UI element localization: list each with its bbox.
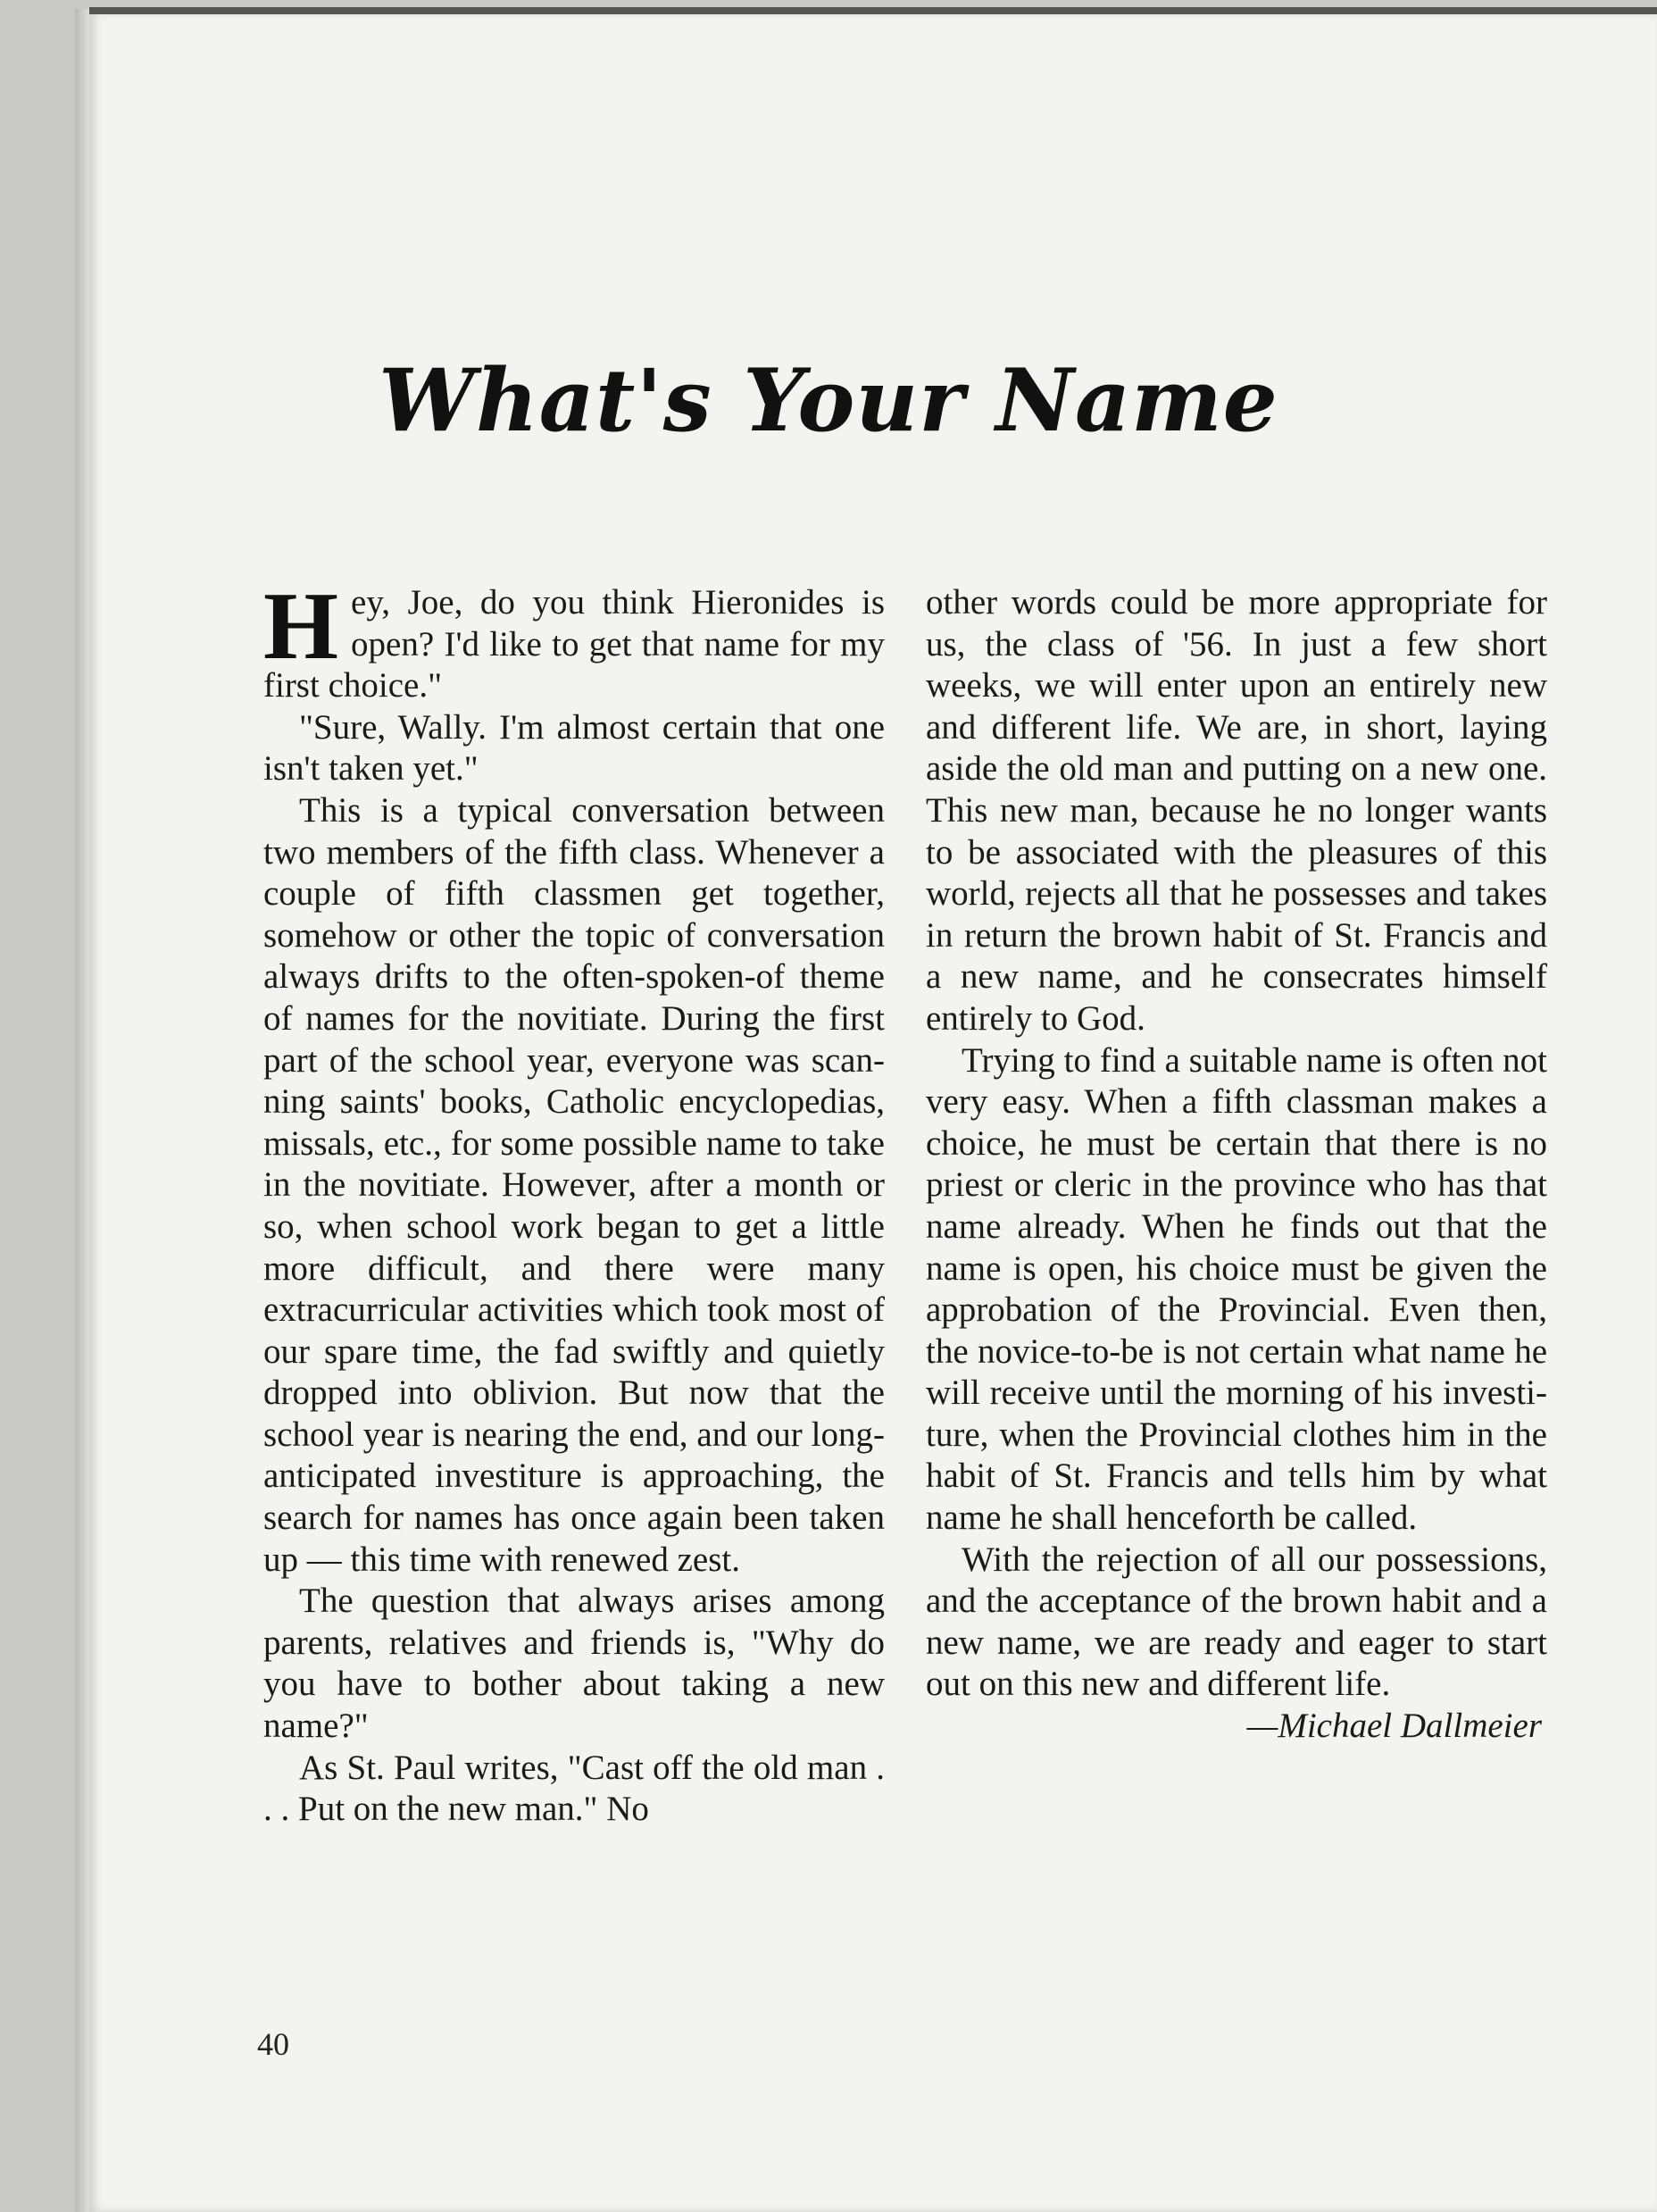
- paragraph-2: "Sure, Wally. I'm almost certain that one isn't taken yet.": [263, 707, 885, 789]
- page-number: 40: [257, 2026, 289, 2062]
- paragraph-4: The question that always arises among parents, relatives and friends is, "Why do you have to bother about taking a new name?": [263, 1582, 885, 1746]
- paragraph-7: With the rejection of all our possessions, and the acceptance of the brown habit and a new name, we are ready and eager to start out on this new and different life.: [926, 1540, 1547, 1704]
- paragraph-1-text: ey, Joe, do you think Hieronides is open? I'd like to get that name for my first choice.": [263, 583, 885, 705]
- paragraph-3: This is a typical conversation between two members of the fifth class. Whenever a couple of fifth classmen get together, somehow or other the topic of conversation always drifts to the often-spoken-of theme of names for the novitiate. During the first part of the school year, everyone was scanning saints' books, Catholic encyclopedias, missals, etc., for some possible name to take in the novitiate. However, after a month or so, when school work began to get a little more difficult, and there were many extracurricular activities which took most of our spare time, the fad swiftly and quietly dropped into oblivion. But now that the school year is nearing the end, and our long-anticipated investiture is approaching, the search for names has once again been taken up — this time with renewed zest.: [263, 790, 885, 1579]
- page-top-edge: [89, 7, 1657, 14]
- paragraph-5-continued: other words could be more appropriate for us, the class of '56. In just a few short weeks, we will enter upon an entirely new and different life. We are, in short, laying aside the old man and putting on a new one. This new man, because he no longer wants to be associated with the pleasures of this world, rejects all that he possesses and takes in return the brown habit of St. Francis and a new name, and he consecrates himself entirely to God.: [926, 583, 1547, 1038]
- paragraph-5: As St. Paul writes, "Cast off the old man . . . Put on the new man." No: [263, 1748, 885, 1829]
- left-column: [263, 573, 885, 1831]
- paragraph-1: [263, 573, 885, 707]
- right-column: [926, 582, 1547, 1748]
- paragraph-6: Trying to find a suitable name is often not very easy. When a fifth classman makes a choice, he must be certain that there is no priest or cleric in the province who has that name already. When he finds out that the name is open, his choice must be given the approbation of the Provincial. Even then, the novice-to-be is not certain what name he will receive until the morning of his investiture, when the Provincial clothes him in the habit of St. Francis and tells him by what name he shall henceforth be called.: [926, 1040, 1547, 1538]
- drop-cap: H: [263, 573, 339, 680]
- article-title: What's Your Name: [379, 350, 1278, 451]
- author-signature: —Michael Dallmeier: [1246, 1707, 1542, 1746]
